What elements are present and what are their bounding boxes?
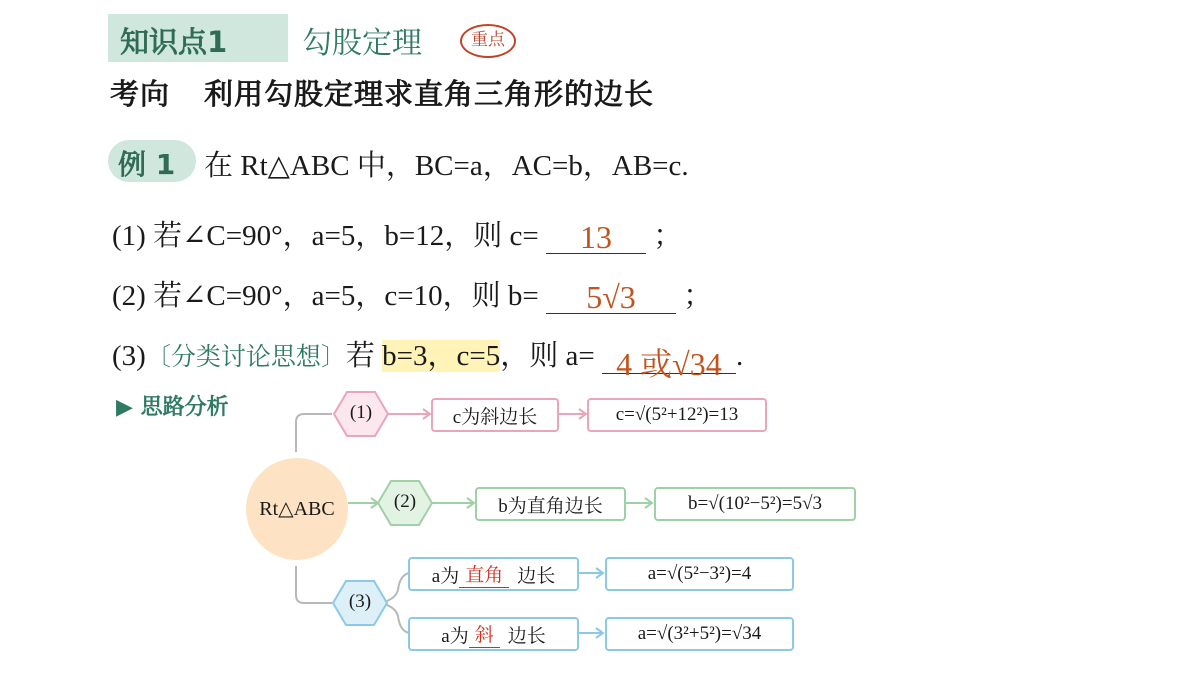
branch-3b-case [408,617,579,651]
question-3-number: (3) [112,340,146,372]
branch-2-result: b=√(10²−5²)=5√3 [654,487,856,521]
question-2-number: (2) [112,280,146,312]
knowledge-point-title: 勾股定理 [302,26,422,61]
answer-2: 5√3 [586,279,636,315]
example-label: 例 1 [118,148,176,181]
branch-3-number: (3) [348,591,372,612]
branch-2-case: b为直角边长 [475,487,626,521]
question-2-text: 若∠C=90°，a=5，c=10，则 b= [153,280,539,312]
question-3-text: ，则 a= [500,340,595,372]
branch-3a-pre: a为 [431,565,460,587]
root-label: Rt△ABC [259,498,335,520]
branch-3b-pre: a为 [441,625,469,647]
question-3-method: 〔分类讨论思想〕 [145,344,346,371]
answer-1: 13 [579,219,612,255]
branch-3b-post: 边长 [507,625,546,647]
branch-1-case: c为斜边长 [431,398,559,432]
question-1-number: (1) [112,220,146,252]
branch-3a-case [408,557,579,591]
analysis-arrow-icon: ▶ [116,395,133,420]
branch-1-result: c=√(5²+12²)=13 [587,398,767,432]
direction-label: 考向 [110,77,171,111]
question-3-end: . [735,340,744,372]
analysis-label: 思路分析 [140,395,229,420]
branch-3a-fill: 直角 [459,560,509,588]
direction-text: 利用勾股定理求直角三角形的边长 [204,77,655,111]
question-2-end: ； [683,280,713,312]
question-3-condition: b=3，c=5 [382,340,501,372]
example-stem: 在 Rt△ABC 中，BC=a，AC=b，AB=c. [204,150,689,182]
question-3-pre: 若 [345,340,375,372]
branch-3a-post: 边长 [517,565,556,587]
answer-3: 4 或√34 [616,346,722,382]
question-1-end: ； [653,220,683,252]
branch-2-number: (2) [393,491,417,512]
branch-1-number: (1) [349,402,373,423]
knowledge-point-label: 知识点1 [120,25,228,59]
branch-3b-result: a=√(3²+5²)=√34 [605,617,794,651]
branch-3a-result: a=√(5²−3²)=4 [605,557,794,591]
branch-3b-fill: 斜 [469,620,500,648]
key-point-stamp: 重点 [460,24,516,58]
question-1-text: 若∠C=90°，a=5，b=12，则 c= [153,220,539,252]
